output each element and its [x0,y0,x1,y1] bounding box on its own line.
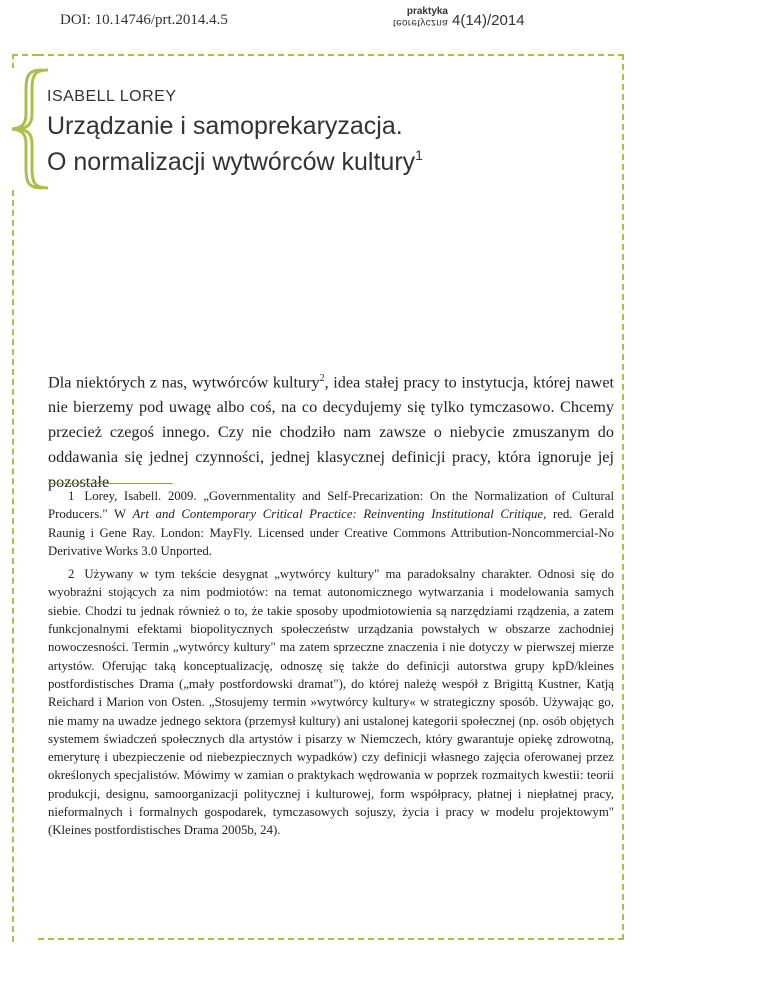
footnote-2-number: 2 [68,567,75,582]
footnote-2 [48,565,614,839]
page-frame-left-top [12,54,14,68]
footnote-1-number: 1 [68,489,75,503]
body-text-start: Dla niektórych z nas, wytwórców kultury [48,373,320,392]
journal-logo-bottom: teoretyczna [393,17,448,28]
footnotes [48,487,614,845]
footnote-separator [48,483,173,484]
title-line-1: Urządzanie i samoprekaryzacja. [47,112,403,140]
footnote-2-text: Używany w tym tekście desygnat „wytwórcy kultury" ma paradoksalny charakter. Odnosi się do wyobraźni stojących za nim podmiotów: na temat autonomicznego wytwarzania i modelowania samych siebie. Chodzi tu jednak również o to, że takie sposoby upodmiotowienia są narzędziami rządzenia, a zatem funkcjonalnymi efektami biopolitycznych społeczeństw urządzania powstałych w obszarze zachodniej nowoczesności. Termin „wytwórcy kultury" ma zatem sprzeczne znaczenia i nie dotyczy w pierwszej mierze artystów. Oferując taką konceptualizację, odnoszę się także do definicji autorstwa grupy kpD/kleines postfordistisches Drama („mały postfordowski dramat"), do której należę wespół z Brigittą Kustner, Katją Reichard i Marion von Osten. „Stosujemy termin »wytwórcy kultury« w strategiczny sposób. Używając go, nie mamy na uwadze jednego sektora (przemysł kultury) ani ustalonej kategorii społecznej (np. osób objętych systemem świadczeń społecznych dla artystów i pisarzy w Niemczech, który gwarantuje opiekę zdrowotną, emeryturę i ubezpieczenie od niebezpiecznych wypadków) czy definicji własnego zajęcia oferowanej przez określonych specjalistów. Mówimy w zamian o praktykach wędrowania w poprzek rozmaitych kwestii: teorii produkcji, designu, samoorganizacji politycznej i kulturowej, form współpracy, płatnej i niepłatnej pracy, nieformalnych i formalnych gospodarek, tymczasowych sojuszy, życia i pracy w modelu projektowym" (Kleines postfordistisches Drama 2005b, 24). [48,567,614,838]
doi-label: DOI: 10.14746/prt.2014.4.5 [60,12,228,28]
title-footnote-mark[interactable]: 1 [415,147,423,163]
body-text-rest: , idea stałej pracy to instytucja, której nawet nie bierzemy pod uwagę albo coś, na co decydujemy się tylko tymczasowo. Chcemy przecież czegoś innego. Czy nie chodziło nam zawsze o niebycie zmuszanym do oddawania się jednej czynności, jednej klasycznej definicji pracy, która ignoruje jej pozostałe [48,373,615,492]
page-frame-top-left [12,54,38,56]
footnote-1-text-a: Lorey, Isabell. 2009. „Governmentality and Self-Precarization: On the Normalization of Cultural Producers." W [48,489,614,522]
body-footnote-mark[interactable]: 2 [319,373,325,384]
article-title [47,112,607,177]
footnote-1-text-b: , red. Gerald Raunig i Gene Ray. London: MayFly. Licensed under Creative Commons Attribution-Noncommercial-No Derivative Works 3.0 Unported. [48,507,614,558]
curly-brace-decoration [6,68,50,190]
footnote-1 [48,487,614,560]
journal-logo-top: praktyka [406,6,448,17]
issue-number: 4(14)/2014 [452,12,525,29]
author-name: ISABELL LOREY [47,88,177,105]
footnote-1-book-title: Art and Contemporary Critical Practice: Reinventing Institutional Critique [132,507,544,522]
body-paragraph [48,366,614,495]
page-frame-left [12,190,14,942]
title-line-2: O normalizacji wytwórców kultury [47,148,416,176]
journal-logo [388,7,448,27]
